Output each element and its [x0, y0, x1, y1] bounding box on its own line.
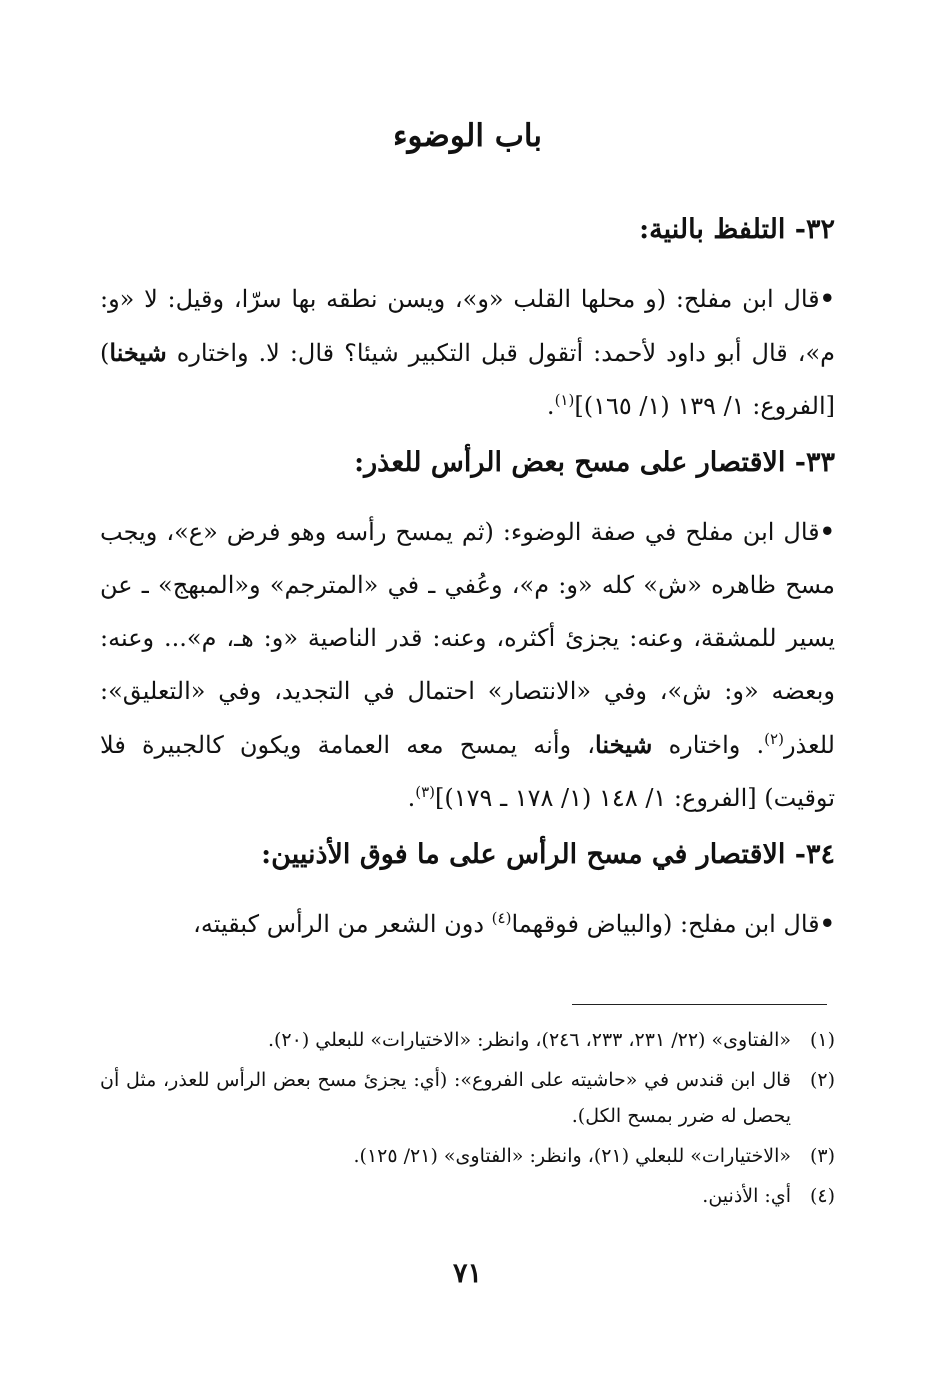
bold-term: شيخنا: [595, 730, 653, 759]
paragraph-text: ، وأنه يمسح معه العمامة ويكون كالجبيرة فلا توقيت) [الفروع: ١/ ١٤٨ (١/ ١٧٨ ـ ١٧٩)]: [100, 731, 835, 812]
footnote-item: [100, 1022, 835, 1058]
footnotes: [100, 1022, 835, 1218]
bullet-icon: •: [819, 284, 835, 313]
section-paragraph-34: [100, 897, 835, 951]
footnote-number: (٢): [809, 1069, 835, 1091]
paragraph-text: قال ابن مفلح في صفة الوضوء: (ثم يمسح رأسه وهو فرض «ع»، ويجب مسح ظاهره «ش» كله «و: م»، وعُفي ـ في «المترجم» و«المبهج» ـ عن يسير للمشقة، وعنه: يجزئ أكثره، وعنه: قدر الناصية «و: هـ، م»... وعنه: وبعضه «و: ش»، وفي «الانتصار» احتمال في التجديد، وفي «التعليق»: للعذر: [100, 518, 835, 759]
footnote-separator: [572, 1004, 827, 1005]
section-heading-32: ٣٢- التلفظ بالنية:: [639, 214, 835, 245]
paragraph-text: قال ابن مفلح: (و محلها القلب «و»، ويسن نطقه بها سرّا، وقيل: لا «و: م»، قال أبو داود لأحمد: أتقول قبل التكبير شيئا؟ قال: لا. واختاره: [100, 285, 835, 367]
footnote-item: [100, 1062, 835, 1134]
paragraph-text: ) [الفروع: ١/ ١٣٩ (١/ ١٦٥)]: [100, 339, 835, 420]
section-heading-34: ٣٤- الاقتصار في مسح الرأس على ما فوق الأذنيين:: [261, 839, 835, 870]
paragraph-end: .: [407, 784, 416, 812]
chapter-title: باب الوضوء: [392, 118, 543, 154]
section-paragraph-32: [100, 272, 835, 433]
footnote-number: (٣): [809, 1145, 835, 1167]
paragraph-text: . واختاره: [668, 731, 765, 759]
paragraph-end: .: [546, 392, 555, 420]
section-heading-33: ٣٣- الاقتصار على مسح بعض الرأس للعذر:: [354, 447, 835, 478]
footnote-ref[interactable]: (١): [554, 391, 575, 409]
footnote-item: [100, 1138, 835, 1174]
bullet-icon: •: [819, 909, 835, 938]
footnote-text: «الفتاوى» (٢٢/ ٢٣١، ٢٣٣، ٢٤٦)، وانظر: «الاختيارات» للبعلي (٢٠).: [267, 1029, 791, 1051]
page-number: ٧١: [452, 1258, 482, 1289]
footnote-number: (٤): [809, 1185, 835, 1207]
bold-term: شيخنا: [109, 338, 167, 367]
footnote-ref[interactable]: (٢): [764, 730, 784, 748]
paragraph-text: قال ابن مفلح: (والبياض فوقهما: [511, 910, 820, 938]
bullet-icon: •: [819, 517, 835, 546]
footnote-ref[interactable]: (٣): [415, 783, 436, 801]
footnote-text: «الاختيارات» للبعلي (٢١)، وانظر: «الفتاوى» (٢١/ ١٢٥).: [353, 1145, 791, 1167]
footnote-text: أي: الأذنين.: [702, 1185, 791, 1207]
section-paragraph-33: [100, 505, 835, 825]
main-text: [100, 210, 835, 961]
paragraph-text: دون الشعر من الرأس كبقيته،: [193, 910, 492, 938]
footnote-ref[interactable]: (٤): [491, 909, 512, 927]
footnote-text: قال ابن قندس في «حاشيته على الفروع»: (أي: يجزئ مسح بعض الرأس للعذر، مثل أن يحصل له ضرر بمسح الكل).: [100, 1069, 791, 1127]
footnote-number: (١): [809, 1029, 835, 1051]
footnote-item: [100, 1178, 835, 1214]
